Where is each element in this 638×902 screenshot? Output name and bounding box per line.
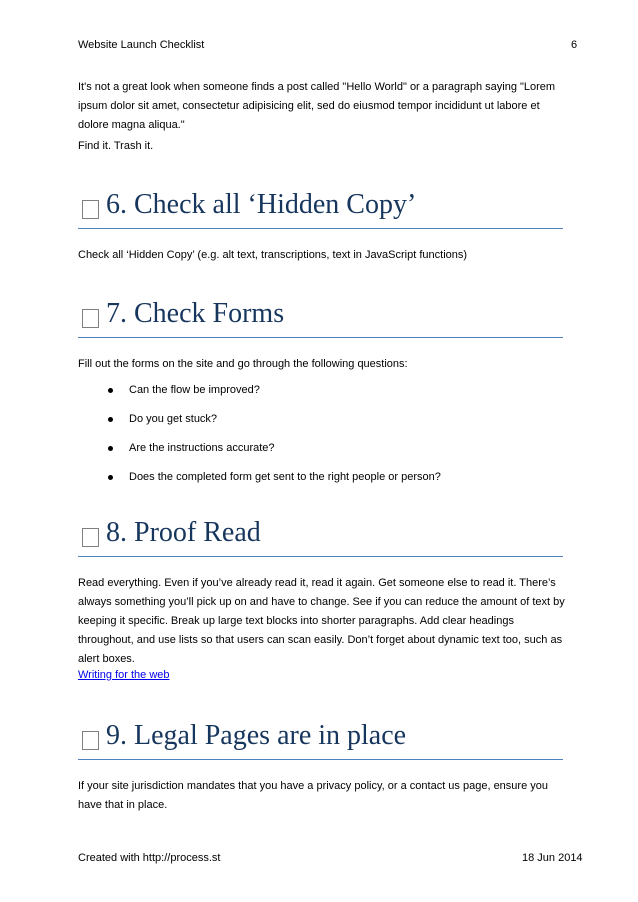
questions-list [108,383,441,499]
section-7-title: 7. Check Forms [106,298,285,329]
page-number: 6 [571,39,578,51]
footer-date: 18 Jun 2014 [522,852,583,864]
bullet-icon [108,417,113,422]
writing-for-the-web-link[interactable]: Writing for the web [78,669,170,681]
section-8-title: 8. Proof Read [106,517,261,548]
section-6-title: 6. Check all ‘Hidden Copy’ [106,189,417,220]
list-item-text: Can the flow be improved? [129,384,260,396]
list-item-text: Do you get stuck? [129,413,218,425]
section-9-text: If your site jurisdiction mandates that you have a privacy policy, or a contact us page, ensure you have that in place. [78,780,548,811]
footer-created-with: Created with http://process.st [78,852,221,864]
checkbox-section-7[interactable] [82,309,99,328]
section-6-text: Check all ‘Hidden Copy’ (e.g. alt text, transcriptions, text in JavaScript functions) [78,249,468,261]
bullet-icon [108,388,113,393]
intro-action: Find it. Trash it. [78,140,154,152]
section-6-heading [78,189,563,229]
section-7-text: Fill out the forms on the site and go through the following questions: [78,358,408,370]
running-header-title: Website Launch Checklist [78,39,205,51]
bullet-icon [108,446,113,451]
section-9-heading [78,720,563,760]
bullet-icon [108,475,113,480]
list-item [108,383,441,412]
list-item-text: Are the instructions accurate? [129,442,275,454]
list-item [108,441,441,470]
checkbox-section-6[interactable] [82,200,99,219]
section-8-heading [78,517,563,557]
section-8-text: Read everything. Even if you’ve already read it, read it again. Get someone else to read it. There’s always something you’ll pick up on and have to change. See if you can reduce the amount of text by keeping it specific. Break up large text blocks into shorter paragraphs. Add clear headings throughout, and use lists so that users can scan easily. Don’t forget about dynamic text too, such as alert boxes. [78,577,565,665]
list-item-text: Does the completed form get sent to the right people or person? [129,471,441,483]
list-item [108,470,441,499]
checkbox-section-9[interactable] [82,731,99,750]
section-7-heading [78,298,563,338]
checkbox-section-8[interactable] [82,528,99,547]
section-9-title: 9. Legal Pages are in place [106,720,407,751]
list-item [108,412,441,441]
intro-paragraph: It's not a great look when someone finds a post called "Hello World" or a paragraph saying "Lorem ipsum dolor sit amet, consectetur adipisicing elit, sed do eiusmod tempor incididunt ut labore et dolore magna aliqua." [78,81,556,131]
